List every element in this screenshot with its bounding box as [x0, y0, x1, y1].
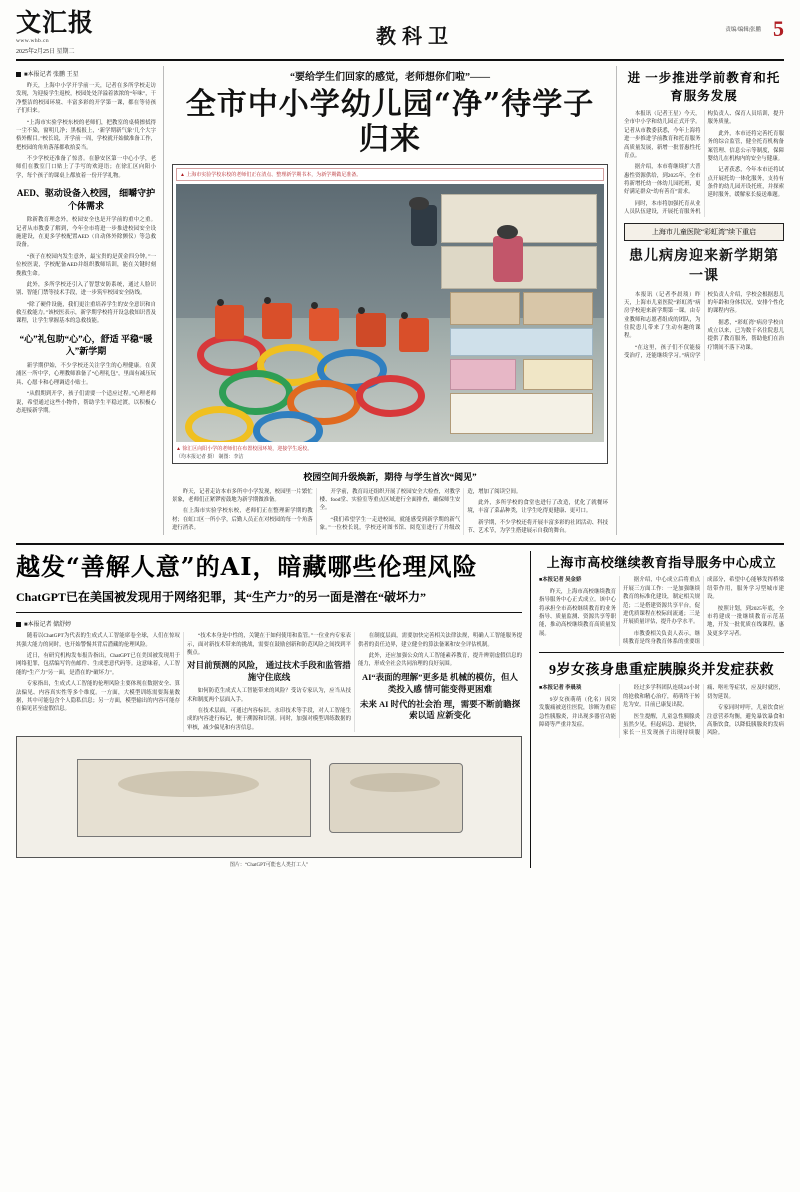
editor-credit: 责编/编辑|张鹏: [725, 27, 761, 33]
lead-left-text-3: 新学期伊始，不少学校还关注学生的心理健康。在黄浦区一所中学，心理教师准备了“心理礼包”，里面有减压玩具、心愿卡和心理调适小贴士。 “从假期到开学，孩子们需要一个适应过程。”心理老师说，希望通过这些小物件，帮助学生平稳过渡，以积极心态迎接新学期。: [16, 363, 156, 414]
secondary-article-headline: 进 一步推进学前教育和托育服务发展: [627, 71, 781, 103]
secondary-article-text: 本报讯（记者王星）今天，全市中小学和幼儿园正式开学。记者从市教委获悉，今年上海将进一步推进学前教育和托育服务高质量发展，新增一批普惠性托育点。 据介绍，本市将继续扩大普惠性资源供给，到2025年，全市将新增托幼一体幼儿园托班，更好满足群众“幼有善育”需求。 同时，本市将加强托育从业人员队伍建设，开展托育服务机构负责人、保育人员培训，提升服务质量。 此外，本市还将完善托育服务的综合监管，健全托育机构备案管理、信息公示等制度，保障婴幼儿在机构内的安全与健康。 记者获悉，今年本市还将试点开展托幼一体化服务，支持有条件的幼儿园开设托班，并探索延时服务，缓解家长接送难题。: [624, 111, 784, 216]
newspaper-url: www.whb.cn: [16, 38, 49, 44]
lead-left-subhead-1: AED、驱动设备入校园， 细嚼守护个体需求: [16, 188, 156, 211]
lead-headline: 全市中小学幼儿园“净”待学子归来: [185, 87, 595, 157]
lead-center-subhead: 校园空间升级焕新，期待 与学生首次“阅见”: [303, 472, 477, 482]
tertiary-article-headline: 患儿病房迎来新学期第一课: [629, 248, 779, 284]
lead-left-text: 昨天，上海中小学开学前一天，记者在多所学校走访发现，为迎接学生返校，校园处处洋溢着浓浓的“年味”，干净整洁的校园环境、丰富多彩的开学第一课，都在等待孩子们归来。 “上海市实验学校东校的老师们，把教室的桌椅擦拭得一尘不染，窗明几净；黑板报上，‘新学期新气象’几个大字格外醒目。”校长说，开学前一周，学校就开始做准备工作，把校园的角角落落都收拾妥当。 不少学校还准备了惊喜。在静安区第一中心小学，老师们在教室门口贴上了手写的欢迎语；在徐汇区向阳小学，每个孩子的课桌上都放着一份开学礼物。: [16, 83, 156, 179]
pancreatitis-headline: 9岁女孩身患重症胰腺炎并发症获救: [549, 663, 774, 679]
section-title: 教科卫: [376, 26, 454, 48]
top-section: [16, 66, 784, 535]
tertiary-article-label: 上海市儿童医院“彩虹湾”续下重启: [624, 223, 784, 241]
pancreatitis-byline: ■本报记者 李晨琰: [539, 685, 582, 692]
edu-center-text: ■本报记者 吴金娇 昨天，上海市高校继续教育指导服务中心正式成立。该中心将承担全市高校继续教育的业务指导、质量监测、资源共享等职能，推动高校继续教育高质量发展。 据介绍，中心成立后将重点开展三方面工作：一是加强继续教育的标准化建设，制定相关规范；二是搭建资源共享平台，促进优质课程在校际间流通；三是开展质量评估，提升办学水平。 市教委相关负责人表示，继续教育是终身教育体系的重要组成部分，希望中心能够发挥桥梁纽带作用，服务学习型城市建设。 按照计划，到2025年底，全市将建成一批继续教育示范基地，开发一批优质在线课程，惠及更多学习者。: [539, 577, 784, 646]
lead-kicker: “要给学生们回家的感觉，老师想你们啦”——: [290, 72, 490, 83]
edu-center-headline: 上海市高校继续教育指导服务中心成立: [546, 555, 777, 571]
edu-center-byline: ■本报记者 吴金娇: [539, 577, 582, 584]
lead-photo: [176, 184, 604, 442]
masthead-center: [196, 10, 634, 49]
pancreatitis-text: ■本报记者 李晨琰 9岁女孩萌萌（化名）因突发腹痛被送往医院，诊断为重症急性胰腺炎，并出现多器官功能障碍等严重并发症。 经过多学科团队连续24小时的抢救和精心治疗，萌萌终于转危为安，目前已康复出院。 医生提醒，儿童急性胰腺炎虽然少见，但起病急、进展快，家长一旦发现孩子出现持续腹痛、呕吐等症状，应及时就医，切勿延误。 专家同时呼吁，儿童饮食应注意营养均衡，避免暴饮暴食和高脂饮食，以降低胰腺炎的发病风险。: [539, 685, 784, 737]
lead-center-column: [164, 66, 616, 535]
lead-left-subhead-2: “心”礼包助“心”心，舒适 平稳“暖入”新学期: [19, 333, 153, 357]
lead-right-column: [616, 66, 784, 535]
lead-photo-block: [172, 164, 608, 464]
ai-article-subhead-1: 对目前预测的风险， 通过技术手段和监管措施守住底线: [187, 660, 351, 683]
ai-article-headline: 越发“善解人意”的AI，暗藏哪些伦理风险: [16, 552, 478, 582]
lead-left-text-2: 除新教育理念外，校园安全也是开学前的重中之重。记者从市教委了解到，今年全市将进一步推进校园安全设施建设，在更多学校配置AED（自动体外除颤仪）等急救设备。 “孩子在校园内发生意外，最宝贵的是黄金四分钟。”一位校医说，学校配备AED并组织教师培训，能在关键时刻挽救生命。 此外，多所学校还引入了智慧安防系统，通过人脸识别、智能门禁等技术手段，进一步筑牢校园安全防线。 “除了硬件设施，我们更注重培养学生的安全意识和自救互救能力。”该校医表示，新学期学校将开设急救知识普及课程，让学生掌握基本的急救技能。: [16, 217, 156, 325]
ai-article-deck: ChatGPT已在美国被发现用于网络犯罪，其“生产力”的另一面是潜在“破坏力”: [16, 590, 427, 605]
bullet-icon: [16, 622, 21, 627]
photo-caption-bottom: ▲ 徐汇区向阳小学的老师们在布置校园环境，迎接学生返校。: [176, 447, 313, 452]
bottom-right-articles: [531, 551, 784, 868]
cartoon-caption: 图片：“ChatGPT可能也人类打工人”: [229, 863, 309, 869]
ai-article: [16, 551, 531, 868]
publication-date: 2025年2月25日 星期二: [16, 49, 75, 55]
ai-article-subhead-3: 未来 AI 时代的社会治 理，需要不断前瞻探索以适 应新变化: [359, 698, 521, 721]
ai-article-subhead-2: AI“表面的理解”更多是 机械的模仿，但人类投入感 情可能变得更困难: [361, 671, 519, 694]
ai-article-cartoon: [16, 736, 522, 858]
masthead-right: [634, 10, 784, 40]
ai-article-byline: ■本报记者 储舒婷: [16, 619, 522, 628]
lead-left-column: [16, 66, 164, 535]
newspaper-logo: 文汇报: [16, 8, 95, 37]
photo-caption-top: ▲ 上海市实验学校东校的老师们正在清点、整理新学期书本，为新学期做足准备。: [176, 168, 604, 181]
bottom-section: [16, 543, 784, 868]
page-number: 5: [773, 16, 784, 41]
bullet-icon: [16, 72, 21, 77]
lead-byline: ■本报记者 张鹏 王星: [16, 69, 156, 78]
masthead: [16, 10, 784, 61]
photo-credit: （均本报记者 摄） 制图：李洁: [176, 455, 244, 460]
lead-center-text: 昨天，记者走访本市多所中小学发现，校园里一片繁忙景象，老师们正紧锣密鼓地为新学期做准备。 在上海市实验学校东校，老师们正在整理新学期的教材；在虹口区一所小学，后勤人员正在对校园的每一个角落进行消杀。 开学前，教育局还组织开展了校园安全大检查，对教学楼、food堂、实验室等重点区域进行全面排查，确保师生安全。 “我们希望学生一走进校园，就能感受到新学期的新气象。”一位校长说，学校还对图书馆、阅览室进行了升级改造，增加了阅读空间。 此外，多所学校的食堂也进行了改造，优化了就餐环境，丰富了菜品种类，让学生吃得更健康、更可口。 新学期，不少学校还将开展丰富多彩的社团活动、科技节、艺术节，为学生搭建展示自我的舞台。: [172, 488, 608, 535]
ai-article-text: 随着以ChatGPT为代表的生成式人工智能席卷全球，人们在惊叹其强大能力的同时，也开始警惕其背后潜藏的伦理风险。 近日，有研究机构发布报告指出，ChatGPT已在美国被发现用于网络犯罪，包括编写钓鱼邮件、生成恶意代码等。这意味着，人工智能的“生产力”另一面，是潜在的“破坏力”。 专家指出，生成式人工智能的伦理风险主要体现在数据安全、算法偏见、内容真实性等多个维度。一方面，大模型训练需要海量数据，其中可能包含个人隐私信息；另一方面，模型输出的内容可能存在偏见甚至虚假信息。 “技术本身是中性的，关键在于如何使用和监管。”一位业内专家表示，面对新技术带来的挑战，需要在鼓励创新和防范风险之间找到平衡点。 对目前预测的风险， 通过技术手段和监管措施守住底线 如何防范生成式人工智能带来的风险？受访专家认为，应当从技术和制度两个层面入手。 在技术层面，可通过内容标识、水印技术等手段，对人工智能生成的内容进行标记，便于溯源和识别。同时，加强对模型训练数据的审核，减少偏见和有害信息。 在制度层面，需要加快完善相关法律法规，明确人工智能服务提供者的责任边界，建立健全的算法备案和安全评估机制。 此外，还应加强公众的人工智能素养教育，提升辨别虚假信息的能力，形成全社会共同治理的良好氛围。 AI“表面的理解”更多是 机械的模仿，但人类投入感 情可能变得更困难 未来 AI 时代的社会治 理，需要不断前瞻探索以适 应新变化: [16, 633, 522, 731]
masthead-left: [16, 10, 196, 55]
tertiary-article-text: 本报讯（记者李晨琰）昨天，上海市儿童医院“彩虹湾”病房学校迎来新学期第一课。由专业教师和志愿者组成的团队，为住院患儿带来了生动有趣的课程。 “在这里，孩子们不仅能接受治疗，还能继续学习。”病房学校负责人介绍，学校会根据患儿的年龄和身体状况，安排个性化的课程内容。 据悉，“彩虹湾”病房学校自成立以来，已为数千名住院患儿提供了教育服务，帮助他们在治疗期间不落下功课。: [624, 291, 784, 360]
